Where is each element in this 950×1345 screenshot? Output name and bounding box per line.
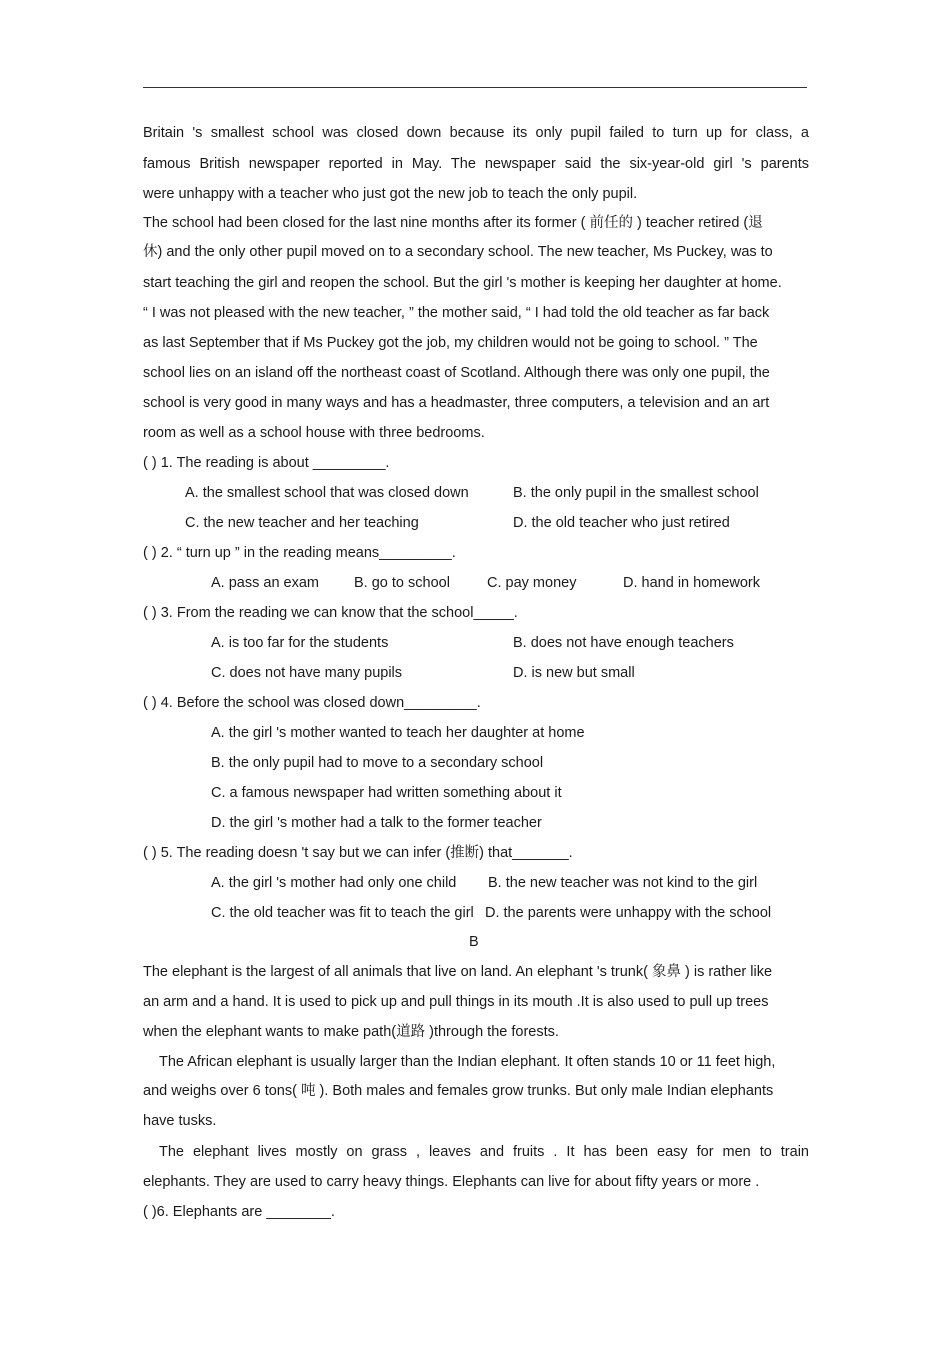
header-rule	[143, 87, 807, 88]
option: A. pass an exam	[211, 575, 319, 591]
section-heading: B	[469, 934, 479, 950]
option: A. is too far for the students	[211, 635, 389, 651]
passage-line: start teaching the girl and reopen the school. But the girl 's mother is keeping her daughter at home.	[143, 275, 782, 291]
option: D. the girl 's mother had a talk to the former teacher	[211, 815, 542, 831]
passage-line: have tusks.	[143, 1113, 217, 1129]
option: D. hand in homework	[623, 575, 761, 591]
passage-line: The elephant lives mostly on grass , leaves and fruits . It has been easy for men to train	[159, 1144, 809, 1160]
passage-line: The African elephant is usually larger than the Indian elephant. It often stands 10 or 11 feet high,	[159, 1054, 776, 1070]
question-stem: ( )6. Elephants are ________.	[143, 1204, 335, 1220]
passage-line: The elephant is the largest of all animals that live on land. An elephant 's trunk( 象鼻 ) is rather like	[143, 964, 773, 980]
passage-line: when the elephant wants to make path(道路 )through the forests.	[143, 1024, 559, 1040]
passage-line: The school had been closed for the last nine months after its former ( 前任的 ) teacher retired (退	[143, 215, 763, 231]
passage-line: an arm and a hand. It is used to pick up and pull things in its mouth .It is also used to pull up trees	[143, 994, 769, 1010]
question-stem: ( ) 3. From the reading we can know that the school_____.	[143, 605, 518, 621]
option: B. the only pupil in the smallest school	[513, 485, 759, 501]
option: D. the parents were unhappy with the school	[485, 905, 772, 921]
option: C. the old teacher was fit to teach the girl	[211, 905, 474, 921]
passage-line: “ I was not pleased with the new teacher, ” the mother said, “ I had told the old teacher as far back	[143, 305, 770, 321]
option: C. a famous newspaper had written something about it	[211, 785, 562, 801]
passage-line: elephants. They are used to carry heavy things. Elephants can live for about fifty years or more .	[143, 1174, 760, 1190]
option: D. the old teacher who just retired	[513, 515, 730, 531]
option: C. pay money	[487, 575, 577, 591]
option: A. the girl 's mother had only one child	[211, 875, 457, 891]
passage-line: were unhappy with a teacher who just got the new job to teach the only pupil.	[143, 186, 638, 202]
passage-line: and weighs over 6 tons( 吨 ). Both males and females grow trunks. But only male Indian elephants	[143, 1083, 774, 1099]
passage-line: as last September that if Ms Puckey got the job, my children would not be going to school. ” The	[143, 335, 758, 351]
question-stem: ( ) 5. The reading doesn 't say but we can infer (推断) that_______.	[143, 845, 573, 861]
question-stem: ( ) 1. The reading is about _________.	[143, 455, 390, 471]
passage-line: famous British newspaper reported in May. The newspaper said the six-year-old girl 's parents	[143, 156, 809, 172]
option: A. the smallest school that was closed down	[185, 485, 469, 501]
option: B. the only pupil had to move to a secondary school	[211, 755, 544, 771]
option: D. is new but small	[513, 665, 635, 681]
option: B. the new teacher was not kind to the girl	[488, 875, 758, 891]
option: A. the girl 's mother wanted to teach her daughter at home	[211, 725, 585, 741]
passage-line: 休) and the only other pupil moved on to a secondary school. The new teacher, Ms Puckey, was to	[143, 244, 773, 260]
option: B. does not have enough teachers	[513, 635, 734, 651]
option: C. the new teacher and her teaching	[185, 515, 419, 531]
passage-line: school lies on an island off the northeast coast of Scotland. Although there was only one pupil, the	[143, 365, 770, 381]
question-stem: ( ) 4. Before the school was closed down_________.	[143, 695, 481, 711]
passage-line: Britain 's smallest school was closed down because its only pupil failed to turn up for class, a	[143, 125, 809, 141]
option: B. go to school	[354, 575, 450, 591]
option: C. does not have many pupils	[211, 665, 403, 681]
passage-line: room as well as a school house with three bedrooms.	[143, 425, 485, 441]
passage-line: school is very good in many ways and has a headmaster, three computers, a television and an art	[143, 395, 770, 411]
question-stem: ( ) 2. “ turn up ” in the reading means_________.	[143, 545, 456, 561]
